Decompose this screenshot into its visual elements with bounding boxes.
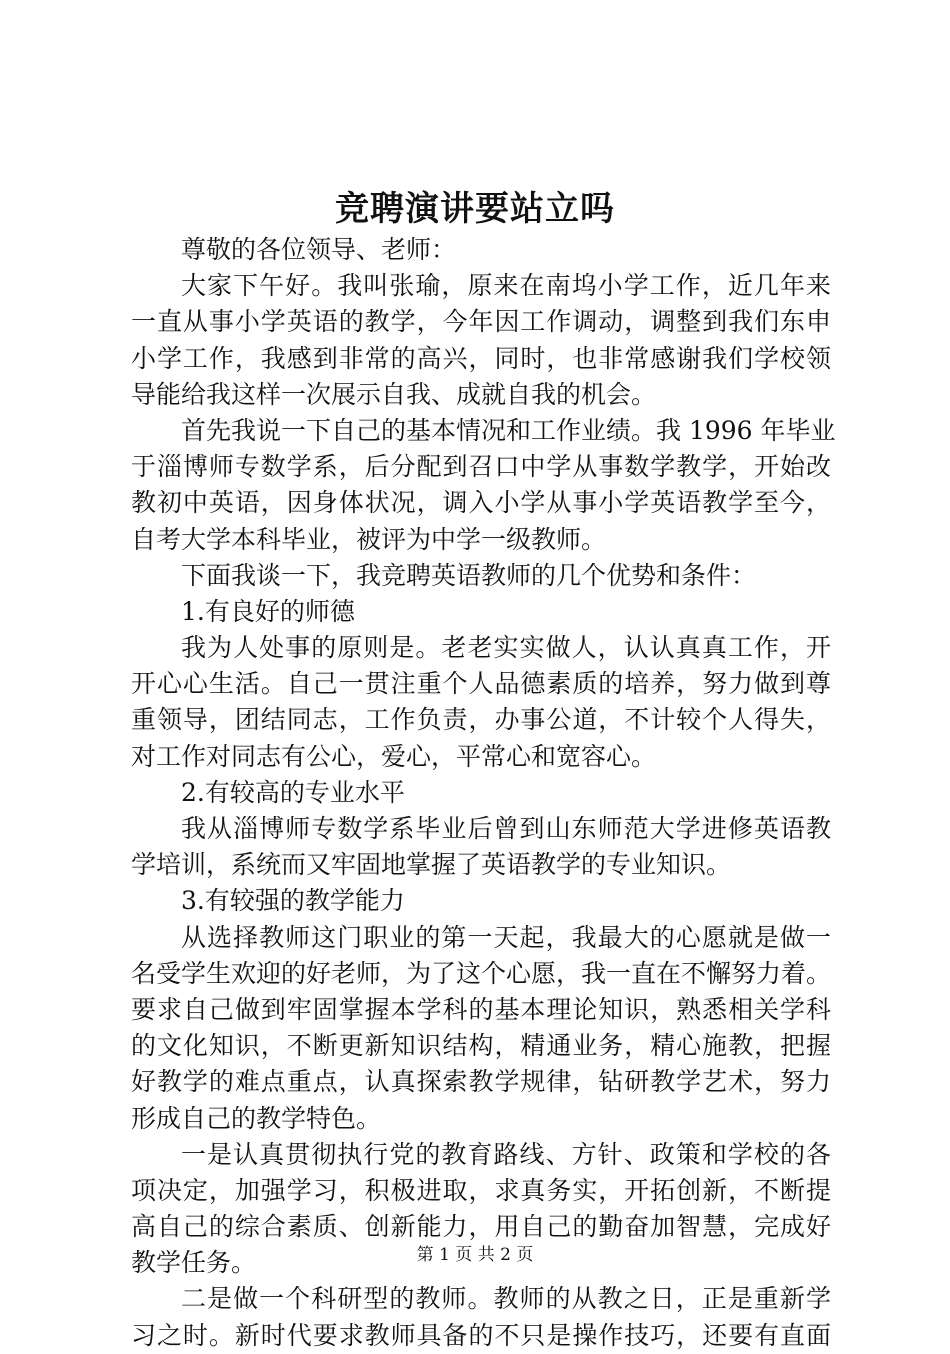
page-footer: 第 1 页 共 2 页 [416, 1245, 534, 1265]
page-title: 竞聘演讲要站立吗 [335, 189, 615, 229]
text-line: 自考大学本科毕业，被评为中学一级教师。 [131, 524, 607, 554]
text-line: 小学工作，我感到非常的高兴，同时，也非常感谢我们学校领 [131, 343, 831, 373]
text-line: 从选择教师这门职业的第一天起，我最大的心愿就是做一 [181, 922, 831, 952]
text-line: 一是认真贯彻执行党的教育路线、方针、政策和学校的各 [181, 1139, 831, 1169]
text-line: 一直从事小学英语的教学，今年因工作调动，调整到我们东申 [131, 307, 831, 337]
text-line: 名受学生欢迎的好老师，为了这个心愿，我一直在不懈努力着。 [131, 958, 832, 988]
text-line: 2.有较高的专业水平 [181, 777, 405, 807]
text-line: 我为人处事的原则是。老老实实做人，认认真真工作，开 [181, 633, 831, 663]
text-line: 对工作对同志有公心，爱心，平常心和宽容心。 [131, 741, 657, 771]
document-body [131, 232, 836, 1354]
text-line: 开心心生活。自己一贯注重个人品德素质的培养，努力做到尊 [131, 669, 831, 699]
text-line: 教初中英语，因身体状况，调入小学从事小学英语教学至今， [131, 488, 831, 518]
text-line: 高自己的综合素质、创新能力，用自己的勤奋加智慧，完成好 [131, 1212, 831, 1242]
text-line: 习之时。新时代要求教师具备的不只是操作技巧，还要有直面 [131, 1320, 831, 1350]
text-line: 教学任务。 [131, 1248, 257, 1278]
text-line: 项决定，加强学习，积极进取，求真务实，开拓创新，不断提 [131, 1175, 831, 1205]
text-line: 下面我谈一下，我竞聘英语教师的几个优势和条件： [181, 560, 757, 590]
text-line: 导能给我这样一次展示自我、成就自我的机会。 [131, 379, 657, 409]
text-line: 形成自己的教学特色。 [131, 1103, 382, 1133]
text-line: 的文化知识，不断更新知识结构，精通业务，精心施教，把握 [131, 1031, 831, 1061]
text-line: 二是做一个科研型的教师。教师的从教之日，正是重新学 [181, 1284, 831, 1314]
text-line: 我从淄博师专数学系毕业后曾到山东师范大学进修英语教 [181, 814, 831, 843]
text-line: 1.有良好的师德 [181, 596, 355, 626]
text-line: 于淄博师专数学系，后分配到召口中学从事数学教学，开始改 [131, 452, 831, 482]
text-line: 要求自己做到牢固掌握本学科的基本理论知识，熟悉相关学科 [131, 994, 831, 1024]
text-line: 重领导，团结同志，工作负责，办事公道，不计较个人得失， [131, 705, 831, 735]
text-line: 3.有较强的教学能力 [181, 886, 405, 916]
text-line: 学培训，系统而又牢固地掌握了英语教学的专业知识。 [131, 850, 732, 880]
text-line: 首先我说一下自己的基本情况和工作业绩。我 1996 年毕业 [181, 415, 836, 445]
text-line: 尊敬的各位领导、老师： [181, 235, 457, 264]
text-line: 好教学的难点重点，认真探索教学规律，钻研教学艺术，努力 [131, 1067, 831, 1097]
text-line: 大家下午好。我叫张瑜，原来在南坞小学工作，近几年来 [181, 271, 831, 301]
